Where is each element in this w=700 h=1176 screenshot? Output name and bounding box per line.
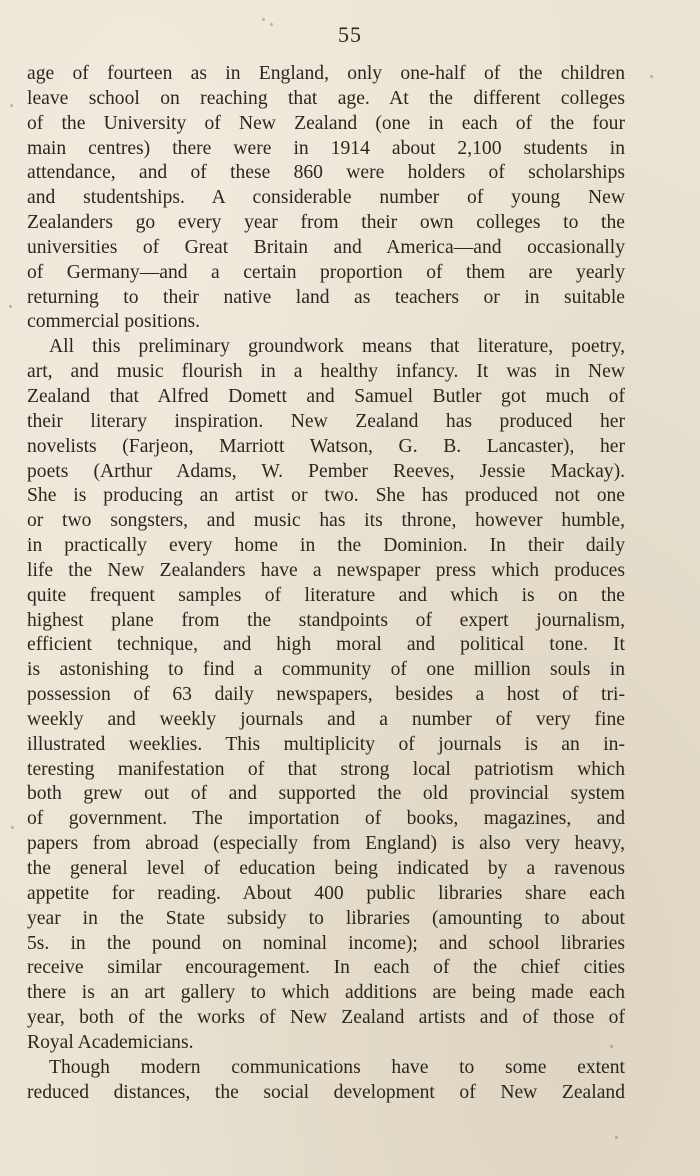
paper-speck	[610, 1045, 613, 1048]
text-line: Zealanders go every year from their own colleges to the	[27, 212, 625, 234]
text-line: appetite for reading. About 400 public libraries share each	[27, 882, 625, 904]
text-line: both grew out of and supported the old provincial system	[27, 783, 625, 805]
paragraph-start-line: Though modern communications have to some extent	[49, 1056, 625, 1078]
paragraph-end-line: commercial positions.	[27, 311, 201, 333]
text-line: of government. The importation of books, magazines, and	[27, 808, 625, 830]
text-line: illustrated weeklies. This multiplicity of journals is an in-	[27, 733, 625, 755]
text-line: universities of Great Britain and America—and occasionally	[27, 236, 625, 258]
text-line: or two songsters, and music has its throne, however humble,	[27, 510, 625, 532]
text-line: art, and music flourish in a healthy infancy. It was in New	[27, 361, 625, 383]
body-text	[27, 62, 625, 1105]
paragraph-end-line: Royal Academicians.	[27, 1031, 194, 1053]
paper-speck	[11, 826, 14, 829]
text-line: leave school on reaching that age. At the different colleges	[27, 87, 625, 109]
page-number: 55	[338, 22, 362, 47]
text-line: in practically every home in the Dominion. In their daily	[27, 535, 625, 557]
text-line: attendance, and of these 860 were holders of scholarships	[27, 162, 625, 184]
text-line: there is an art gallery to which additions are being made each	[27, 982, 625, 1004]
paper-speck	[262, 18, 265, 21]
text-line: teresting manifestation of that strong local patriotism which	[27, 758, 625, 780]
text-line: year in the State subsidy to libraries (amounting to about	[27, 907, 625, 929]
text-line: Zealand that Alfred Domett and Samuel Butler got much of	[27, 385, 625, 407]
paper-speck	[650, 75, 653, 78]
text-line: the general level of education being indicated by a ravenous	[27, 858, 625, 879]
text-line: She is producing an artist or two. She has produced not one	[27, 485, 625, 507]
paper-speck	[615, 1136, 618, 1139]
text-line: their literary inspiration. New Zealand has produced her	[27, 410, 625, 432]
text-line: of the University of New Zealand (one in each of the four	[27, 112, 625, 134]
text-line: returning to their native land as teachers or in suitable	[27, 286, 625, 308]
text-line: of Germany—and a certain proportion of them are yearly	[27, 261, 625, 283]
text-line: main centres) there were in 1914 about 2,100 students in	[27, 137, 625, 159]
text-line: and studentships. A considerable number of young New	[27, 187, 625, 209]
text-line: weekly and weekly journals and a number of very fine	[27, 708, 625, 730]
text-line: life the New Zealanders have a newspaper press which produces	[27, 559, 625, 581]
text-line: papers from abroad (especially from England) is also very heavy,	[27, 833, 625, 855]
paper-speck	[9, 305, 12, 308]
text-line: receive similar encouragement. In each of the chief cities	[27, 957, 625, 979]
text-line: reduced distances, the social development of New Zealand	[27, 1081, 625, 1103]
text-line: 5s. in the pound on nominal income); and school libraries	[27, 932, 625, 954]
text-line: is astonishing to find a community of one million souls in	[27, 659, 625, 681]
text-line: age of fourteen as in England, only one-half of the children	[27, 63, 625, 84]
text-line: efficient technique, and high moral and political tone. It	[27, 634, 625, 656]
text-line: quite frequent samples of literature and which is on the	[27, 584, 625, 606]
paper-speck	[270, 23, 273, 26]
text-line: novelists (Farjeon, Marriott Watson, G. B. Lancaster), her	[27, 435, 625, 457]
text-line: year, both of the works of New Zealand artists and of those of	[27, 1007, 625, 1029]
text-line: possession of 63 daily newspapers, besides a host of tri-	[27, 684, 625, 706]
paragraph-start-line: All this preliminary groundwork means that literature, poetry,	[49, 336, 625, 358]
paper-speck	[10, 104, 13, 107]
text-line: highest plane from the standpoints of expert journalism,	[27, 609, 625, 631]
text-line: poets (Arthur Adams, W. Pember Reeves, Jessie Mackay).	[27, 460, 625, 482]
